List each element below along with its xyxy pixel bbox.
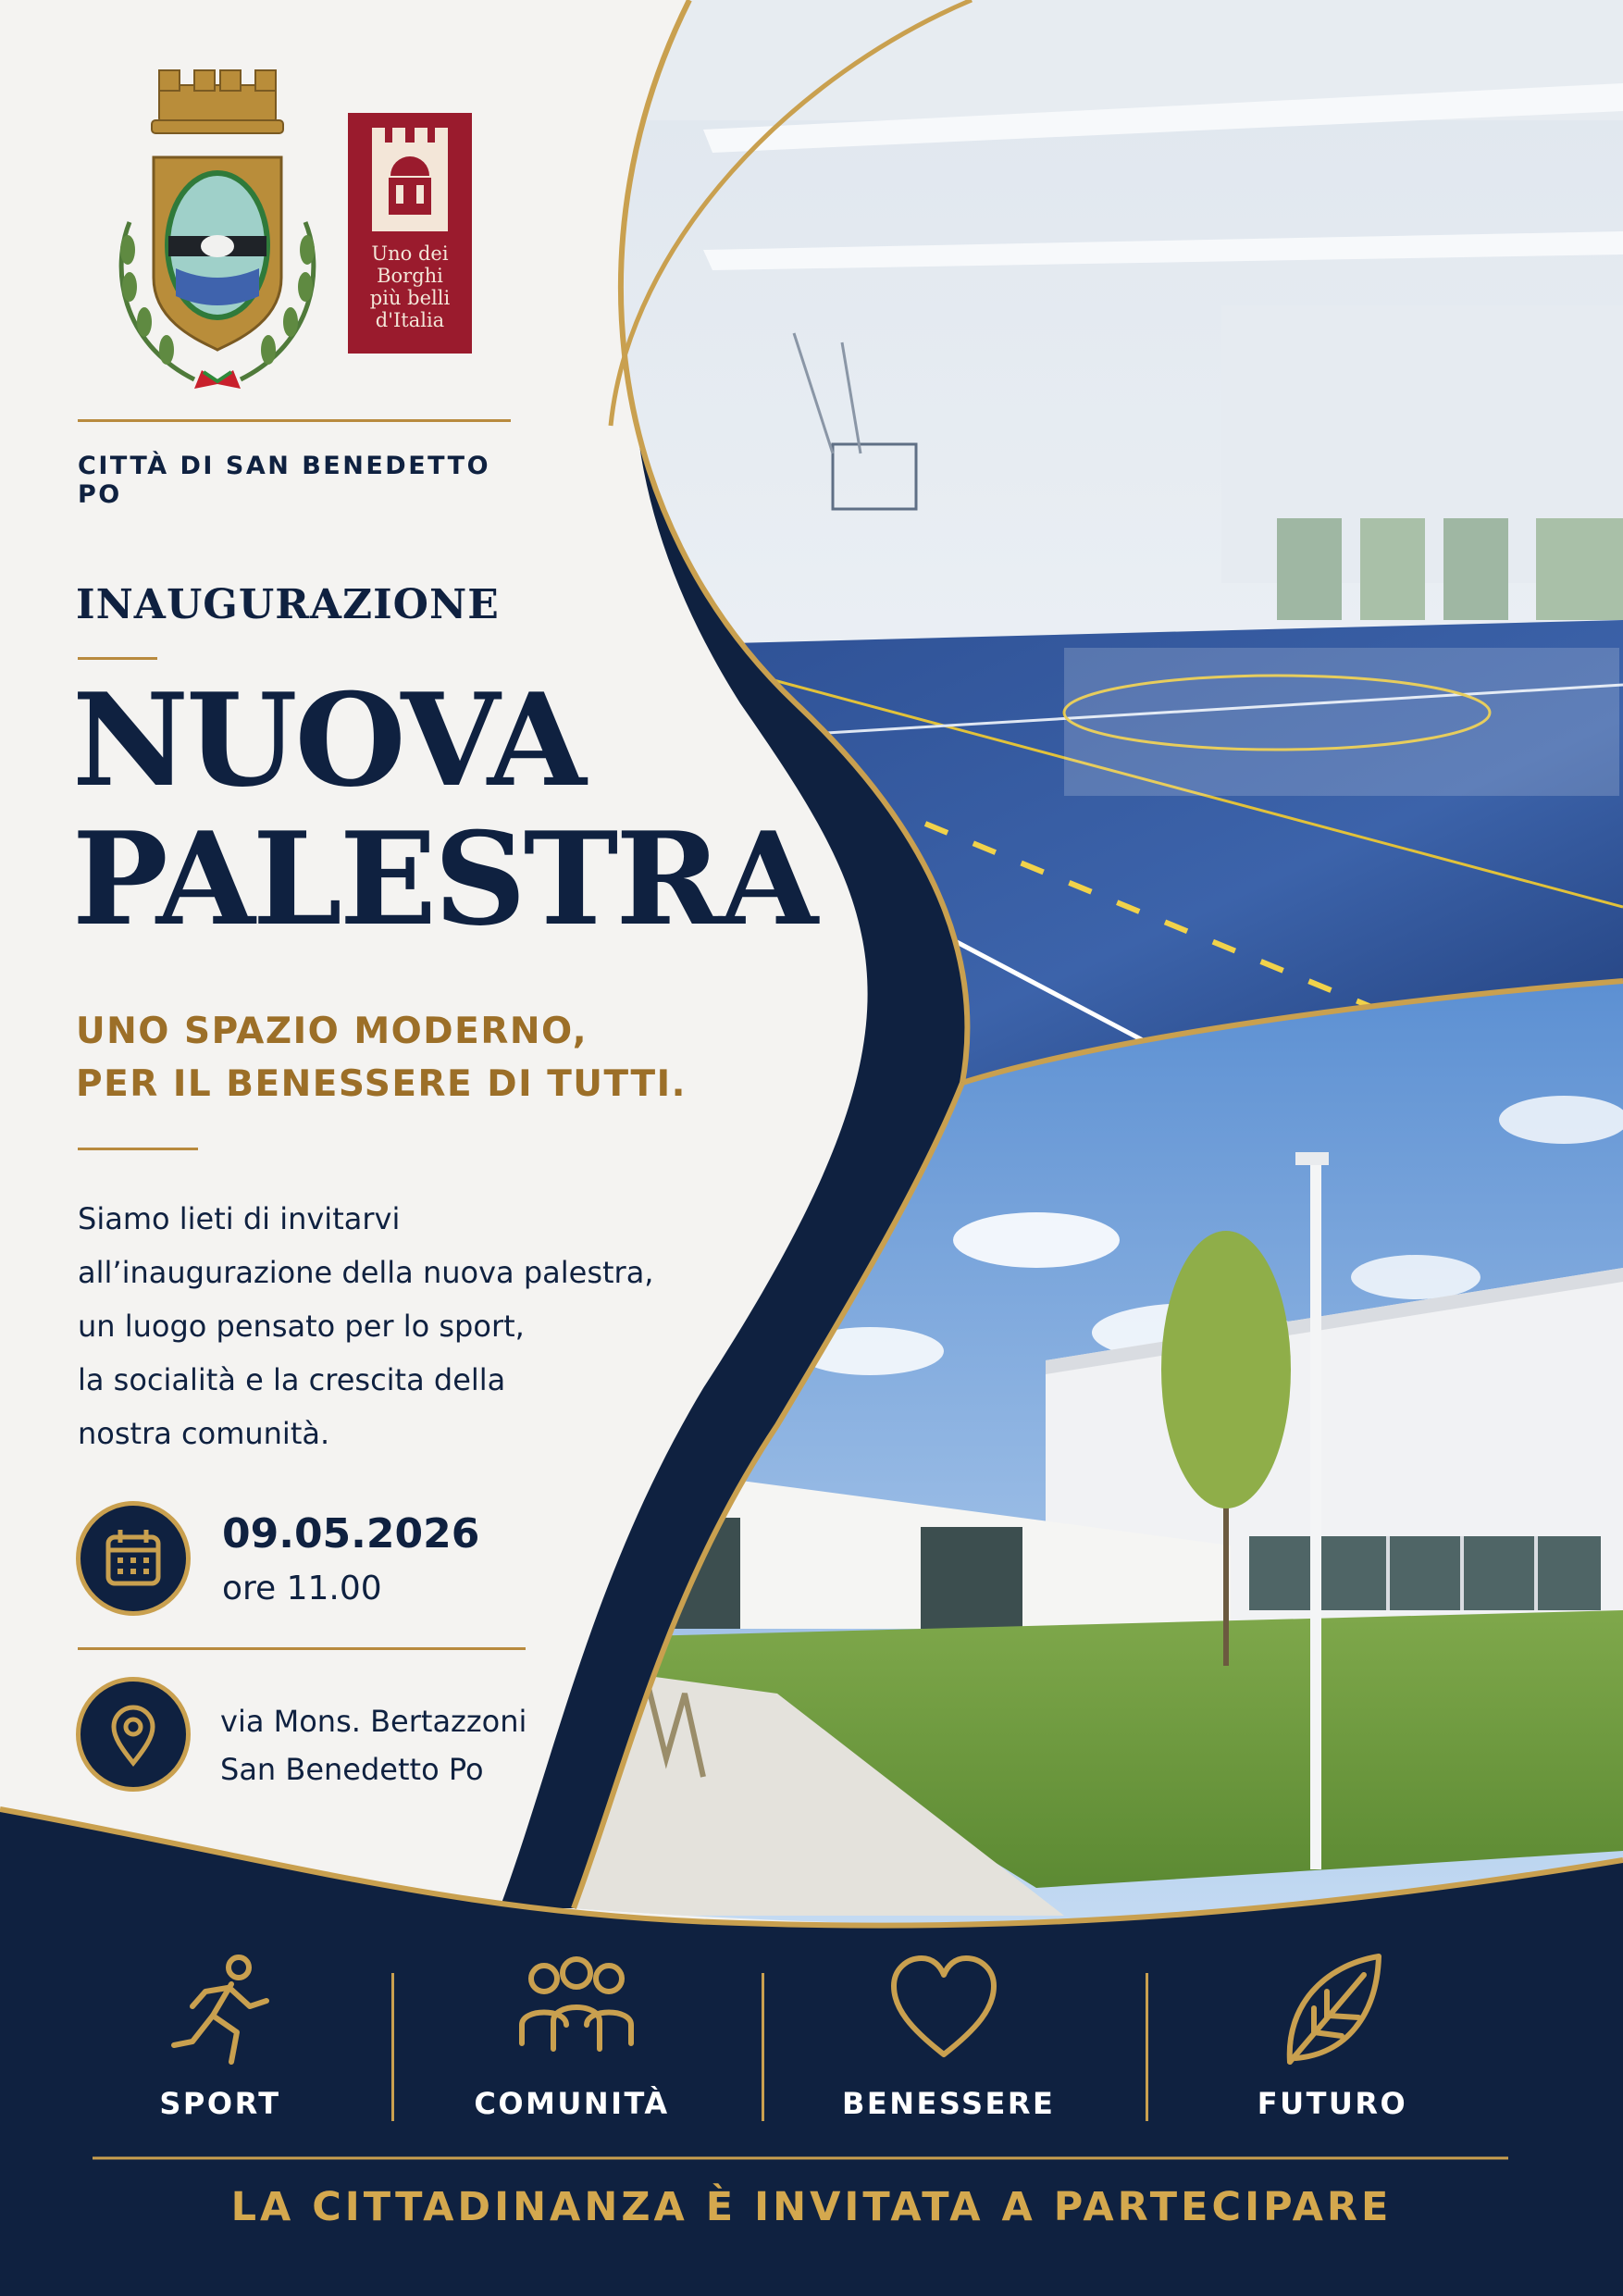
borghi-line-1: Uno dei xyxy=(371,242,449,265)
intro-line-4: la socialità e la crescita della xyxy=(78,1362,506,1397)
borghi-line-4: d'Italia xyxy=(375,309,445,331)
people-icon xyxy=(516,1951,637,2071)
calendar-icon xyxy=(81,1506,186,1611)
subtitle-line-1: UNO SPAZIO MODERNO, xyxy=(76,1011,588,1052)
runner-icon xyxy=(165,1951,276,2071)
title-line-1: NUOVA xyxy=(72,664,584,815)
event-intro xyxy=(78,1192,725,1460)
leaf-icon xyxy=(1277,1951,1388,2071)
value-divider-2 xyxy=(762,1973,764,2121)
date-badge xyxy=(76,1501,191,1616)
borghi-text xyxy=(348,242,472,331)
value-sport xyxy=(118,1951,322,2136)
value-comunita xyxy=(470,1951,674,2136)
city-name: CITTÀ DI SAN BENEDETTO PO xyxy=(78,452,491,509)
invitation-footer: LA CITTADINANZA È INVITATA A PARTECIPARE xyxy=(230,2184,1393,2230)
borghi-badge xyxy=(348,113,472,354)
event-address xyxy=(220,1697,527,1793)
value-benessere xyxy=(842,1951,1056,2136)
intro-line-3: un luogo pensato per lo sport, xyxy=(78,1309,525,1344)
tower-icon xyxy=(368,124,452,235)
intro-line-2: all’inaugurazione della nuova palestra, xyxy=(78,1255,654,1290)
heart-icon xyxy=(888,1951,999,2071)
borghi-line-2: Borghi xyxy=(377,265,443,287)
address-line-2: San Benedetto Po xyxy=(220,1752,484,1787)
value-label-sport: SPORT xyxy=(159,2086,281,2121)
subtitle-underline xyxy=(78,1148,198,1150)
title-line-2: PALESTRA xyxy=(72,803,816,954)
value-label-futuro: FUTURO xyxy=(1257,2086,1408,2121)
value-futuro xyxy=(1231,1951,1434,2136)
intro-line-5: nostra comunità. xyxy=(78,1416,330,1451)
address-line-1: via Mons. Bertazzoni xyxy=(220,1704,527,1739)
event-time: ore 11.00 xyxy=(222,1570,382,1607)
header-divider xyxy=(78,419,511,422)
event-date: 09.05.2026 xyxy=(222,1510,480,1558)
value-label-benessere: BENESSERE xyxy=(842,2086,1056,2121)
location-pin-icon xyxy=(81,1682,186,1787)
subtitle-line-2: PER IL BENESSERE DI TUTTI. xyxy=(76,1063,687,1105)
value-divider-3 xyxy=(1146,1973,1148,2121)
location-badge xyxy=(76,1677,191,1792)
event-kicker: INAUGURAZIONE xyxy=(76,581,500,628)
event-title xyxy=(72,664,816,954)
value-label-comunita: COMUNITÀ xyxy=(474,2086,670,2121)
kicker-underline xyxy=(78,657,157,660)
event-subtitle xyxy=(76,1005,687,1111)
municipal-crest-icon xyxy=(93,65,342,398)
info-divider xyxy=(78,1647,526,1650)
intro-line-1: Siamo lieti di invitarvi xyxy=(78,1201,401,1236)
value-divider-1 xyxy=(391,1973,394,2121)
borghi-line-3: più belli xyxy=(369,287,451,309)
